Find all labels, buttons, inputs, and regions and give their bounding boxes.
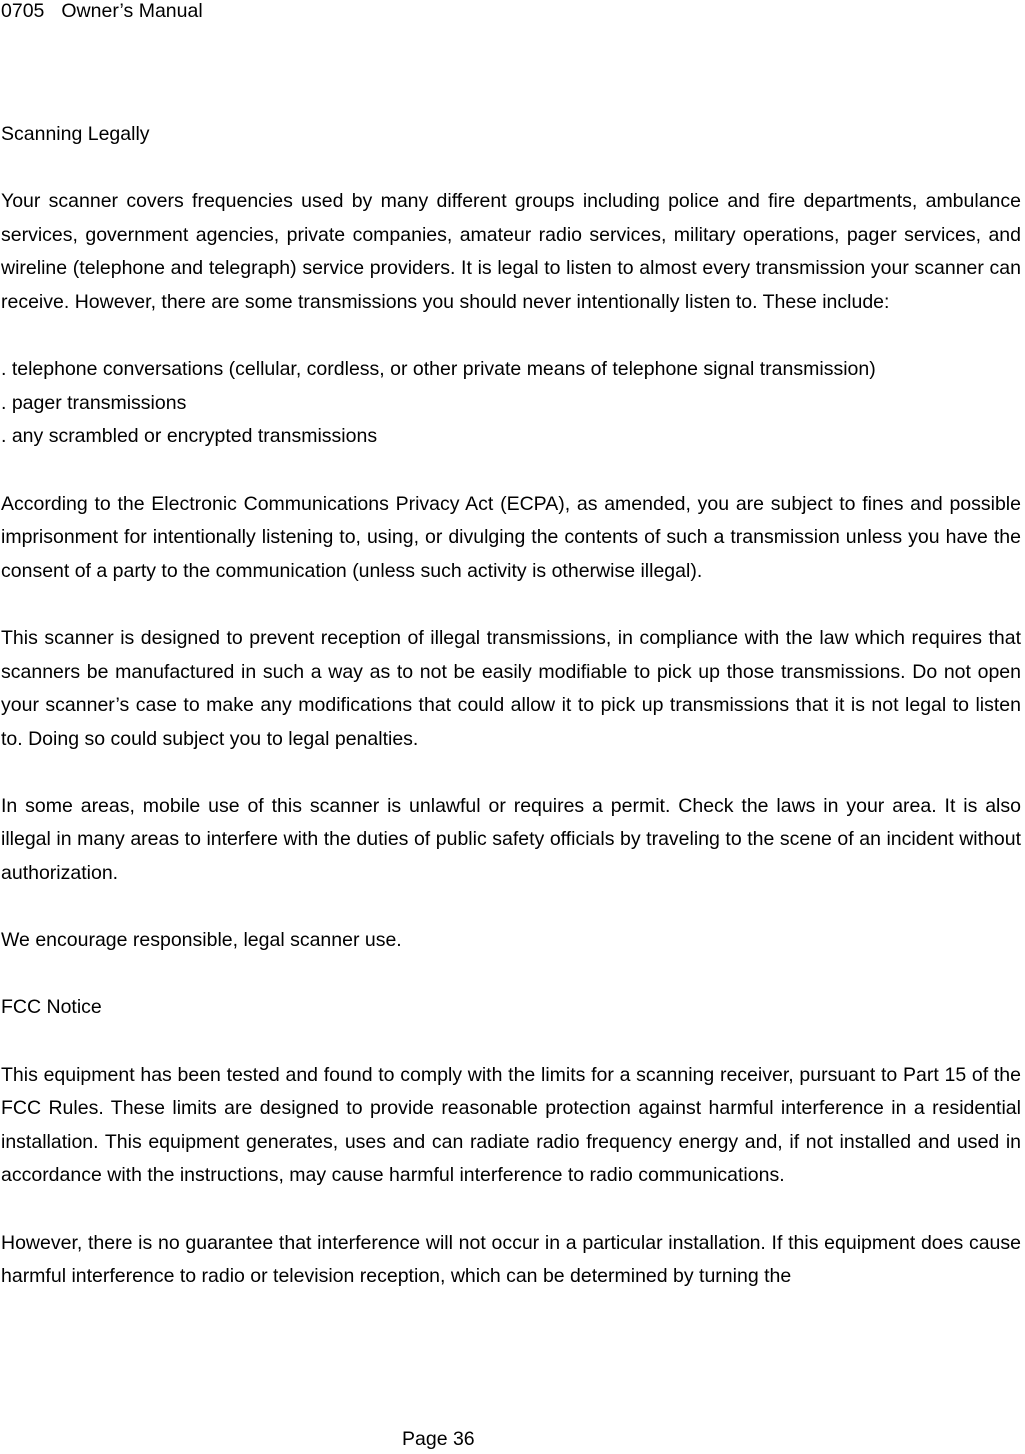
paragraph-design: This scanner is designed to prevent reception of illegal transmissions, in compliance with the law which requires that scanners be manufactured in such a way as to not be easily modifiable to pick up those transmissions. Do not open your scanner’s case to make any modifications that could allow it to pick up transmissions that it is not legal to listen to. Doing so could subject you to legal penalties. [1,626,1021,750]
list-item: . telephone conversations (cellular, cordless, or other private means of telephone signal transmission) [1,358,876,381]
paragraph-fcc-2: However, there is no guarantee that interference will not occur in a particular installation. If this equipment does cause harmful interference to radio or television reception, which can be determined by turning the [1,1231,1021,1288]
paragraph-mobile-use: In some areas, mobile use of this scanner is unlawful or requires a permit. Check the laws in your area. It is also illegal in many areas to interfere with the duties of public safety officials by traveling to the scene of an incident without authorization. [1,794,1021,885]
list-item: . pager transmissions [1,391,187,414]
section-heading-fcc-notice: FCC Notice [1,996,102,1019]
restricted-transmissions-list [1,353,1021,454]
page-number: Page 36 [402,1428,475,1450]
doc-number: 0705 [1,0,45,22]
paragraph-intro: Your scanner covers frequencies used by many different groups including police and fire departments, ambulance services, government agencies, private companies, amateur radio services, military operations, pager services, and wireline (telephone and telegraph) service providers. It is legal to listen to almost every transmission your scanner can receive. However, there are some transmissions you should never intentionally listen to. These include: [1,190,1021,313]
section-heading-scanning-legally: Scanning Legally [1,123,150,145]
paragraph-encourage: We encourage responsible, legal scanner use. [1,929,402,952]
doc-title: Owner’s Manual [61,0,203,22]
paragraph-fcc-1: This equipment has been tested and found to comply with the limits for a scanning receiver, pursuant to Part 15 of the FCC Rules. These limits are designed to provide reasonable protection against harmful interference in a residential installation. This equipment generates, uses and can radiate radio frequency energy and, if not installed and used in accordance with the instructions, may cause harmful interference to radio communications. [1,1063,1021,1187]
document-body [1,118,1021,1327]
paragraph-ecpa: According to the Electronic Communications Privacy Act (ECPA), as amended, you are subject to fines and possible imprisonment for intentionally listening to, using, or divulging the contents of such a transmission unless you have the consent of a party to the communication (unless such activity is otherwise illegal). [1,492,1021,582]
page-header [1,0,203,23]
list-item: . any scrambled or encrypted transmissions [1,425,378,448]
